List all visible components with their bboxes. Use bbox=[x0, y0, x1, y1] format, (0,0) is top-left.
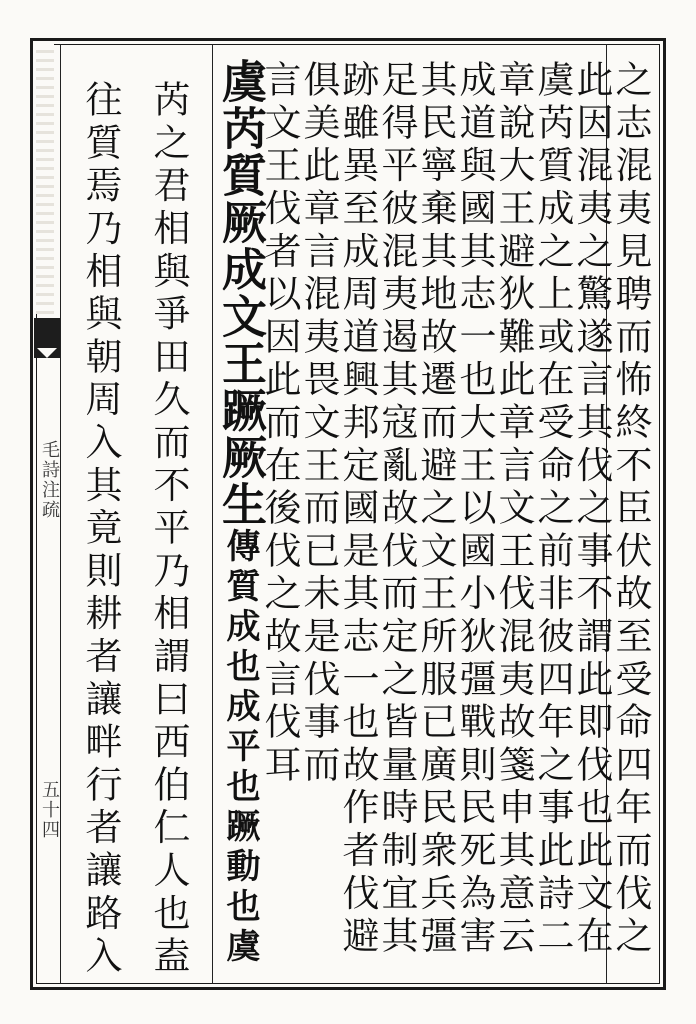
text-column-9: 俱美此章言混夷畏文王而已未是伐事而 bbox=[297, 60, 340, 788]
text-column-10: 言文王伐者以因此而在後伐之故言伐耳 bbox=[258, 60, 301, 788]
fishtail-mark-icon bbox=[34, 318, 60, 358]
text-column-8: 跡雖異至成周道興邦定國是其志一也故作者伐避 bbox=[336, 60, 379, 959]
text-column-6: 其民寧棄其地故遷而避之文王所服已廣民衆兵彊 bbox=[414, 60, 457, 959]
text-column-4: 章說大王避狄難此章言文王伐混夷故箋申其意云 bbox=[492, 60, 535, 959]
poem-heading: 虞芮質厥成文王蹶厥生 bbox=[214, 58, 267, 528]
column-rule bbox=[212, 44, 213, 984]
page-number: 五十四 bbox=[39, 780, 60, 840]
text-column-3: 虞芮質成之上或在受命之前非彼四年之事此詩二 bbox=[531, 60, 574, 959]
text-column-5: 成道與國其志一也大王以國小狄彊戰則民死為害 bbox=[453, 60, 496, 959]
poem-line bbox=[214, 58, 267, 968]
commentary-column-1: 芮之君相與爭田久而不平乃相謂曰西伯仁人也盍 bbox=[147, 80, 190, 979]
text-column-7: 足得平彼混夷遏其寇亂故伐而定之皆量時制宜其 bbox=[375, 60, 418, 959]
poem-commentary-tail: 傳質成也成平也蹶動也虞 bbox=[220, 528, 260, 968]
text-column-2: 此因混夷之驚遂言其伐之事不謂此即伐也此文在 bbox=[570, 60, 613, 959]
column-rule bbox=[60, 44, 61, 984]
commentary-column-2: 往質焉乃相與朝周入其竟則耕者讓畔行者讓路入 bbox=[79, 80, 122, 979]
book-title: 毛詩注疏 bbox=[39, 440, 60, 520]
text-column-1: 之志混夷見聘而怖終不臣伏故至受命四年而伐之 bbox=[609, 60, 652, 959]
margin-ornament bbox=[36, 44, 54, 314]
